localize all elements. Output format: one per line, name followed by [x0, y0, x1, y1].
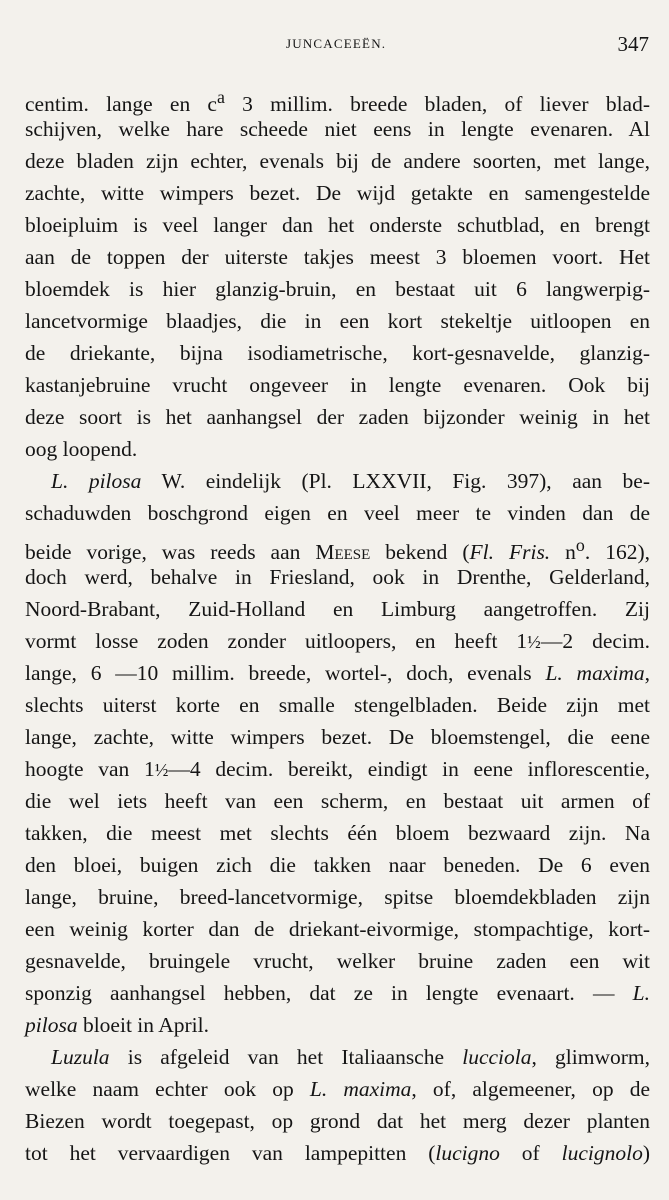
- text-segment: doch werd, behalve in Friesland, ook in Drenthe, Gelderland,: [25, 565, 650, 589]
- text-segment: o: [575, 535, 585, 555]
- text-segment: deze bladen zijn echter, evenals bij de andere soorten, met lange,: [25, 149, 650, 173]
- text-segment: zachte, witte wimpers bezet. De wijd getakte en samengestelde: [25, 181, 650, 205]
- text-segment: gesnavelde, bruingele vrucht, welker bruine zaden een wit: [25, 949, 650, 973]
- text-segment: aan de toppen der uiterste takjes meest 3 bloemen voort. Het: [25, 245, 650, 269]
- text-segment: centim. lange en c: [25, 92, 217, 117]
- text-segment: deze soort is het aanhangsel der zaden bijzonder weinig in het: [25, 405, 650, 429]
- text-segment: ): [642, 1141, 650, 1165]
- text-line: [25, 785, 650, 817]
- text-segment: lucignolo: [561, 1141, 643, 1165]
- text-segment: schaduwden boschgrond eigen en veel meer te vinden dan de: [25, 501, 650, 525]
- text-segment: pilosa: [25, 1013, 78, 1037]
- text-segment: L. pilosa: [51, 469, 142, 493]
- text-segment: bloeit in April.: [77, 1013, 209, 1037]
- text-line: [25, 401, 650, 433]
- text-line: [25, 337, 650, 369]
- text-segment: slechts uiterst korte en smalle stengelbladen. Beide zijn met: [25, 693, 650, 717]
- text-segment: lucciola: [462, 1045, 532, 1069]
- text-segment: Biezen wordt toegepast, op grond dat het merg dezer planten: [25, 1109, 650, 1133]
- text-line: [25, 1105, 650, 1137]
- text-line: [25, 1137, 650, 1169]
- text-segment: oog loopend.: [25, 437, 138, 461]
- text-line: [25, 753, 650, 785]
- text-segment: lucigno: [435, 1141, 500, 1165]
- text-segment: , of, algemeener, op de: [411, 1077, 650, 1101]
- text-line: [25, 721, 650, 753]
- text-line: [25, 177, 650, 209]
- text-segment: bloemdek is hier glanzig-bruin, en bestaat uit 6 langwerpig-: [25, 277, 650, 301]
- text-segment: —4 decim. bereikt, eindigt in eene inflorescentie,: [168, 757, 650, 781]
- text-line: [25, 497, 650, 529]
- text-segment: bloeipluim is veel langer dan het onderste schutblad, en brengt: [25, 213, 650, 237]
- text-segment: tot het vervaardigen van lampepitten (: [25, 1141, 436, 1165]
- text-line: [25, 209, 650, 241]
- text-line: [25, 241, 650, 273]
- text-segment: Meese: [315, 540, 371, 565]
- text-segment: schijven, welke hare scheede niet eens in lengte evenaren. Al: [25, 117, 650, 141]
- text-line: [25, 1041, 650, 1073]
- text-line: [25, 977, 650, 1009]
- text-segment: takken, die meest met slechts één bloem bezwaard zijn. Na: [25, 821, 650, 845]
- text-segment: kastanjebruine vrucht ongeveer in lengte evenaren. Ook bij: [25, 373, 650, 397]
- text-segment: den bloei, buigen zich die takken naar beneden. De 6 even: [25, 853, 650, 877]
- running-title: JUNCACEEËN.: [286, 36, 387, 51]
- text-line: [25, 113, 650, 145]
- text-line: [25, 81, 650, 117]
- text-segment: ½: [154, 760, 169, 780]
- text-segment: Noord-Brabant, Zuid-Holland en Limburg aangetroffen. Zij: [25, 597, 650, 621]
- text-segment: L.: [632, 981, 650, 1005]
- text-line: [25, 625, 650, 657]
- text-segment: , glimworm,: [531, 1045, 650, 1069]
- text-line: [25, 849, 650, 881]
- text-segment: de driekante, bijna isodiametrische, kort-gesnavelde, glanzig-: [25, 341, 650, 365]
- text-segment: vormt losse zoden zonder uitloopers, en heeft 1: [25, 629, 528, 653]
- text-segment: bekend (: [370, 540, 470, 565]
- running-head: [0, 34, 669, 64]
- text-segment: lange, zachte, witte wimpers bezet. De bloemstengel, die eene: [25, 725, 650, 749]
- text-segment: Fl. Fris.: [469, 540, 551, 565]
- text-line: [25, 529, 651, 565]
- text-segment: lange, bruine, breed-lancetvormige, spitse bloemdekbladen zijn: [25, 885, 650, 909]
- text-segment: W. eindelijk (Pl. LXXVII, Fig. 397), aan be-: [141, 469, 650, 493]
- text-segment: hoogte van 1: [25, 757, 155, 781]
- text-segment: Luzula: [51, 1045, 110, 1069]
- text-segment: beide vorige, was reeds aan: [25, 540, 316, 565]
- text-line: [25, 273, 650, 305]
- text-segment: L. maxima: [309, 1077, 412, 1101]
- page-number: 347: [617, 32, 649, 56]
- text-segment: lancetvormige blaadjes, die in een kort stekeltje uitloopen en: [25, 309, 650, 333]
- text-segment: een weinig korter dan de driekant-eivormige, stompachtige, kort-: [25, 917, 650, 941]
- text-segment: a: [216, 87, 225, 107]
- text-line: [25, 433, 650, 465]
- text-segment: 3 millim. breede bladen, of liever blad-: [224, 92, 650, 117]
- text-segment: is afgeleid van het Italiaansche: [109, 1045, 463, 1069]
- text-line: [25, 913, 650, 945]
- text-segment: . 162),: [584, 540, 651, 565]
- text-segment: n: [550, 540, 576, 565]
- text-line: [25, 945, 650, 977]
- text-segment: die wel iets heeft van een scherm, en bestaat uit armen of: [25, 789, 650, 813]
- text-line: [25, 817, 650, 849]
- text-line: [25, 145, 650, 177]
- text-segment: welke naam echter ook op: [25, 1077, 310, 1101]
- text-segment: lange, 6 —10 millim. breede, wortel-, doch, evenals: [25, 661, 546, 685]
- text-segment: sponzig aanhangsel hebben, dat ze in lengte evenaart. —: [25, 981, 633, 1005]
- text-line: [25, 369, 650, 401]
- text-line: [25, 881, 650, 913]
- text-line: [25, 593, 650, 625]
- text-line: [25, 465, 650, 497]
- text-line: [25, 1073, 650, 1105]
- body-text: [25, 81, 650, 1169]
- text-segment: of: [499, 1141, 562, 1165]
- text-segment: ,: [644, 661, 650, 685]
- text-line: [25, 561, 650, 593]
- text-line: [25, 689, 650, 721]
- text-line: [25, 305, 650, 337]
- text-segment: —2 decim.: [540, 629, 650, 653]
- text-line: [25, 657, 650, 689]
- text-line: [25, 1009, 650, 1041]
- text-segment: L. maxima: [545, 661, 645, 685]
- text-segment: ½: [527, 632, 541, 652]
